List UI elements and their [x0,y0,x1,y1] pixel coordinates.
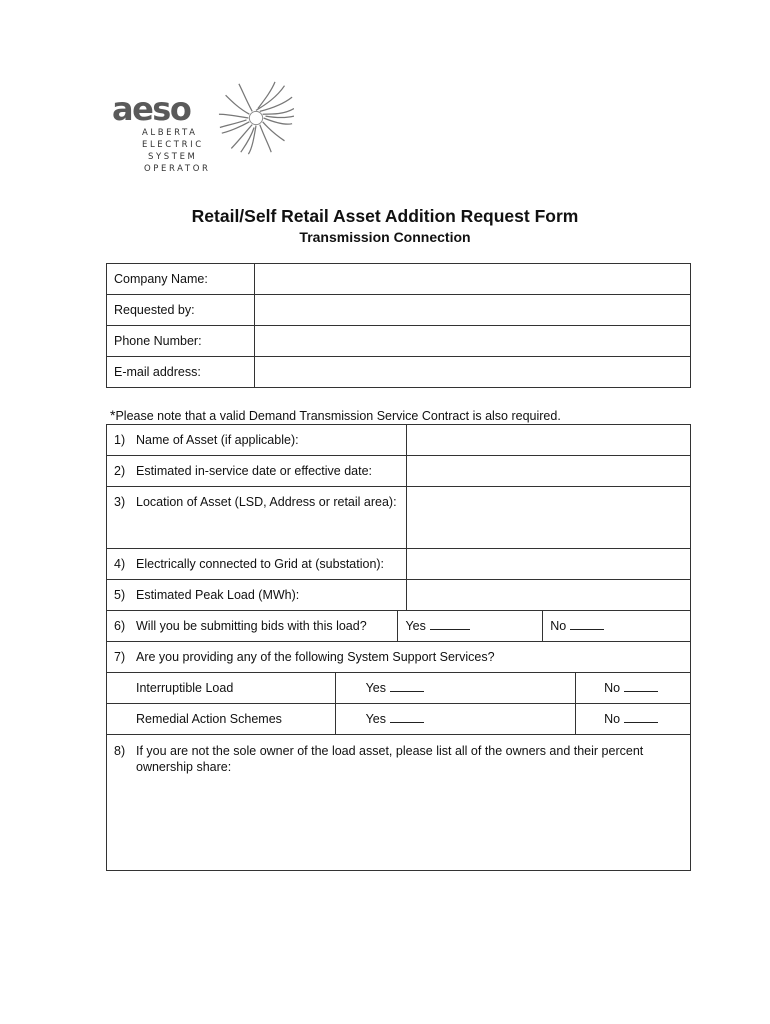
logo-wordmark: aeso [112,90,191,128]
swirl-icon [218,80,294,156]
q3-label: 3) Location of Asset (LSD, Address or retail area): [107,487,407,549]
q6-yes-option[interactable]: Yes [398,611,543,642]
company-name-row [107,264,691,295]
q2-label: 2) Estimated in-service date or effective date: [107,456,407,487]
q7-interruptible-row [107,673,691,704]
remedial-yes-option[interactable]: Yes [335,704,575,735]
logo-line-3: SYSTEM [148,152,198,162]
q1-label: 1) Name of Asset (if applicable): [107,425,407,456]
q6-row [107,611,691,642]
q7-remedial-row [107,704,691,735]
interruptible-yes-option[interactable]: Yes [335,673,575,704]
email-row [107,357,691,388]
q4-row [107,549,691,580]
q3-field[interactable] [407,487,691,549]
remedial-no-option[interactable]: No [576,704,691,735]
q1-field[interactable] [407,425,691,456]
q4-field[interactable] [407,549,691,580]
phone-number-label: Phone Number: [107,326,255,357]
q8-row [107,735,691,871]
q4-label: 4) Electrically connected to Grid at (substation): [107,549,407,580]
q5-field[interactable] [407,580,691,611]
contact-table [106,263,691,388]
requested-by-row [107,295,691,326]
phone-number-field[interactable] [255,326,691,357]
q2-row [107,456,691,487]
logo-line-4: OPERATOR [144,164,211,174]
requested-by-field[interactable] [255,295,691,326]
q8-label: If you are not the sole owner of the load asset, please list all of the owners and their percent [136,744,644,758]
q5-row [107,580,691,611]
q6-no-option[interactable]: No [543,611,691,642]
email-label: E-mail address: [107,357,255,388]
email-field[interactable] [255,357,691,388]
aeso-logo [110,80,300,180]
logo-line-2: ELECTRIC [142,140,204,150]
phone-number-row [107,326,691,357]
remedial-action-label: Remedial Action Schemes [107,704,336,735]
q1-row [107,425,691,456]
interruptible-load-label: Interruptible Load [107,673,336,704]
q7-label: 7) Are you providing any of the following System Support Services? [107,642,691,673]
form-title: Retail/Self Retail Asset Addition Request Form [191,206,579,226]
q8-field[interactable]: 8) If you are not the sole owner of the load asset, please list all of the owners and their percent ownership share: [107,735,691,871]
contract-note [110,407,561,423]
form-subtitle: Transmission Connection [299,229,471,245]
q3-row [107,487,691,549]
company-name-field[interactable] [255,264,691,295]
asset-table [106,424,691,871]
q8-label-2: ownership share: [136,760,232,774]
q5-label: 5) Estimated Peak Load (MWh): [107,580,407,611]
q2-field[interactable] [407,456,691,487]
company-name-label: Company Name: [107,264,255,295]
q7-row [107,642,691,673]
interruptible-no-option[interactable]: No [576,673,691,704]
requested-by-label: Requested by: [107,295,255,326]
note-text: Please note that a valid Demand Transmission Service Contract is also required. [115,409,561,423]
q6-label: 6) Will you be submitting bids with this load? [107,611,398,642]
logo-line-1: ALBERTA [142,128,198,138]
note-star: * [110,407,116,423]
